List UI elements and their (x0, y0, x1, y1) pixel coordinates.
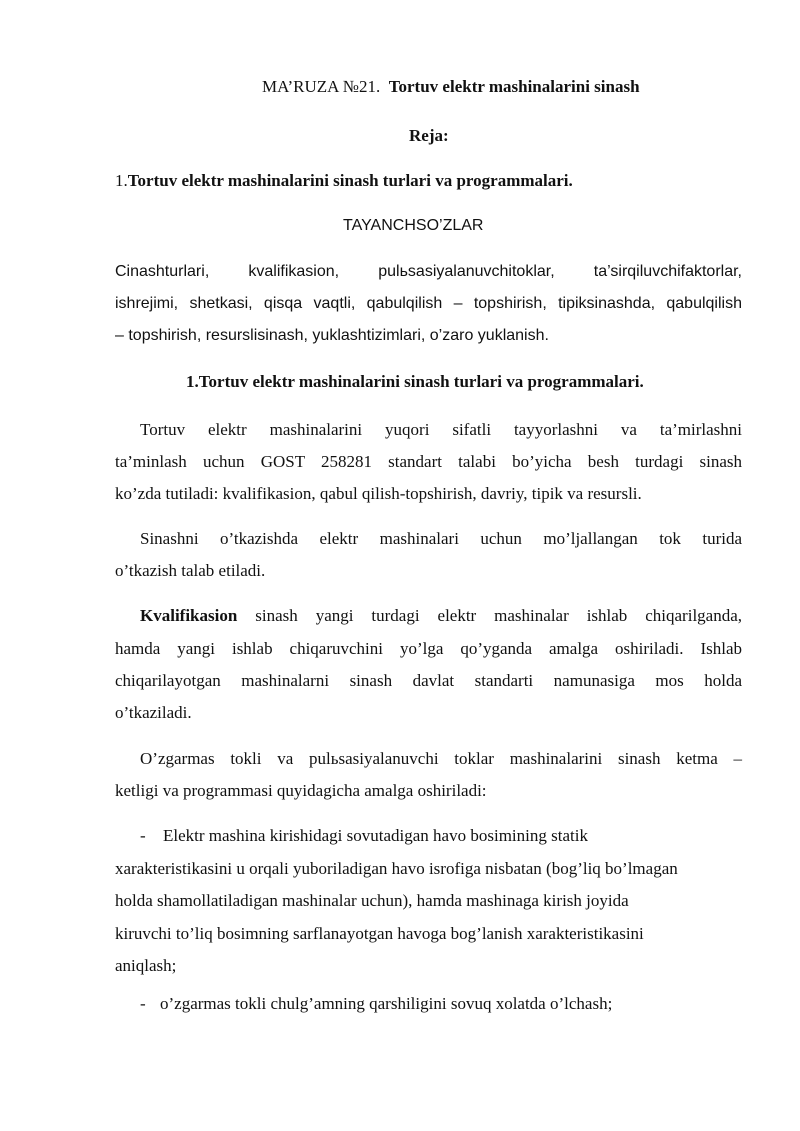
bullet-line: o’zgarmas tokli chulg’amning qarshiligini sovuq xolatda o’lchash; (160, 994, 613, 1013)
paragraph-line: o’tkazish talab etiladi. (115, 561, 266, 580)
bullet-line: kiruvchi to’liq bosimning sarflanayotgan havoga bog’lanish xarakteristikasini (115, 924, 644, 943)
lecture-topic: Tortuv elektr mashinalarini sinash (388, 77, 640, 96)
lecture-number: MA’RUZA №21. (262, 77, 381, 96)
paragraph-line: ketligi va programmasi quyidagicha amalga oshiriladi: (115, 781, 487, 800)
paragraph-line: ko’zda tutiladi: kvalifikasion, qabul qilish-topshirish, davriy, tipik va resursli. (115, 484, 642, 503)
lecture-title (262, 77, 640, 97)
section-heading: 1.Tortuv elektr mashinalarini sinash turlari va programmalari. (186, 372, 644, 391)
bullet-marker: - (140, 994, 146, 1013)
plan-heading: Reja: (409, 126, 449, 145)
bullet-line: Elektr mashina kirishidagi sovutadigan havo bosimining statik (163, 826, 588, 845)
paragraph-line: chiqarilayotgan mashinalarni sinash davlat standarti namunasiga mos holda (115, 671, 742, 690)
bullet-line: aniqlash; (115, 956, 177, 975)
keywords-line: Cinashturlari, kvalifikasion, pulьsasiyalanuvchitoklar, ta’sirqiluvchifaktorlar, (115, 263, 742, 280)
bullet-line: holda shamollatiladigan mashinalar uchun), hamda mashinaga kirish joyida (115, 891, 629, 910)
bold-term: Kvalifikasion (140, 606, 238, 625)
keywords-line: ishrejimi, shetkasi, qisqa vaqtli, qabulqilish – topshirish, tipiksinashda, qabulqilish (115, 295, 742, 312)
paragraph-line: Sinashni o’tkazishda elektr mashinalari uchun mo’ljallangan tok turida (140, 529, 742, 548)
keywords-line: – topshirish, resurslisinash, yuklashtizimlari, o’zaro yuklanish. (115, 327, 549, 344)
paragraph-line: Kvalifikasion sinash yangi turdagi elektr mashinalar ishlab chiqarilganda, (140, 606, 743, 625)
bullet-marker: - (140, 826, 146, 845)
plan-item (115, 171, 573, 191)
paragraph-line: hamda yangi ishlab chiqaruvchini yo’lga qo’yganda amalga oshiriladi. Ishlab (115, 639, 742, 658)
paragraph-line: ta’minlash uchun GOST 258281 standart talabi bo’yicha besh turdagi sinash (115, 452, 742, 471)
plan-item-text: Tortuv elektr mashinalarini sinash turlari va programmalari. (127, 171, 573, 190)
bullet-line: xarakteristikasini u orqali yuboriladigan havo isrofiga nisbatan (bog’liq bo’lmagan (115, 859, 678, 878)
paragraph-line: o’tkaziladi. (115, 703, 192, 722)
keywords-heading: TAYANCHSO’ZLAR (343, 217, 484, 234)
plan-item-number: 1. (115, 171, 128, 190)
paragraph-line: Tortuv elektr mashinalarini yuqori sifatli tayyorlashni va ta’mirlashni (140, 420, 742, 439)
paragraph-line: O’zgarmas tokli va pulьsasiyalanuvchi toklar mashinalarini sinash ketma – (140, 749, 742, 768)
